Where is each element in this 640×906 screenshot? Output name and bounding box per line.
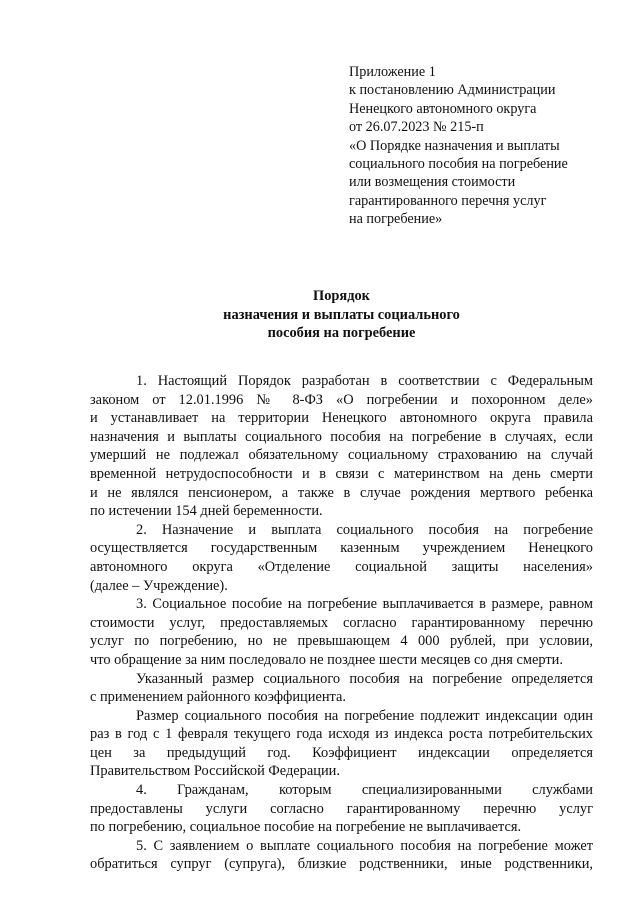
appendix-line: или возмещения стоимости [349,174,516,191]
paragraph-2 [90,521,593,595]
text-line: 2. Назначение и выплата социального пособия на погребение [136,521,593,538]
paragraph-4 [90,781,593,837]
appendix-line: к постановлению Администрации [349,82,556,99]
text-line: 4. Гражданам, которым специализированными службами [136,782,593,799]
text-line: умерший не подлежал обязательному социальному страхованию на случай [90,447,593,464]
text-line: осуществляется государственным казенным учреждением Ненецкого [90,540,593,557]
title-line: назначения и выплаты социального [223,306,460,323]
document-body [90,372,593,874]
text-line: Правительством Российской Федерации. [90,763,340,780]
text-line: раз в год с 1 февраля текущего года исходя из индекса роста потребительских [90,726,593,743]
paragraph-3 [90,595,593,669]
paragraph-3-indexation [90,707,593,781]
text-line: Размер социального пособия на погребение подлежит индексации один [136,707,593,724]
text-line: по истечении 154 дней беременности. [90,503,323,520]
paragraph-1 [90,372,593,521]
text-line: предоставлены услуги согласно гарантированному перечню услуг [90,800,593,817]
appendix-line: на погребение» [349,211,443,228]
appendix-line: от 26.07.2023 № 215-п [349,119,484,136]
text-line: временной нетрудоспособности и в связи с материнством на день смерти [90,465,593,482]
appendix-line: Ненецкого автономного округа [349,100,537,117]
text-line: цен за предыдущий год. Коэффициент индексации определяется [90,744,593,761]
text-line: с применением районного коэффициента. [90,689,347,706]
title-line: пособия на погребение [267,325,416,342]
paragraph-5 [90,837,593,874]
text-line: (далее – Учреждение). [90,577,228,594]
text-line: что обращение за ним последовало не позднее шести месяцев со дня смерти. [90,651,563,668]
text-line: автономного округа «Отделение социальной защиты населения» [90,558,593,575]
text-line: назначения и выплаты социального пособия на погребение в случаях, если [90,428,593,445]
text-line: 1. Настоящий Порядок разработан в соответствии с Федеральным [136,373,593,389]
text-line: 3. Социальное пособие на погребение выплачивается в размере, равном [136,596,593,613]
text-line: законом от 12.01.1996 № 8-ФЗ «О погребении и похоронном деле» [90,391,593,408]
appendix-line: «О Порядке назначения и выплаты [349,137,560,154]
appendix-line: Приложение 1 [349,64,436,80]
document-title [90,287,593,343]
text-line: по погребению, социальное пособие на погребение не выплачивается. [90,819,522,836]
appendix-line: гарантированного перечня услуг [349,192,547,209]
text-line: услуг по погребению, но не превышающем 4 000 рублей, при условии, [90,633,593,650]
text-line: обратиться супруг (супруга), близкие родственники, иные родственники, [90,856,593,873]
appendix-line: социального пособия на погребение [349,156,568,173]
text-line: 5. С заявлением о выплате социального пособия на погребение может [136,837,593,854]
title-line: Порядок [313,288,370,304]
text-line: Указанный размер социального пособия на погребение определяется [136,670,593,687]
appendix-header [349,63,609,229]
text-line: и устанавливает на территории Ненецкого автономного округа правила [90,410,593,427]
text-line: стоимости услуг, предоставляемых согласно гарантированному перечню [90,614,593,631]
text-line: и не являлся пенсионером, а также в случае рождения мертвого ребенка [90,484,593,501]
paragraph-3-coefficient [90,670,593,707]
